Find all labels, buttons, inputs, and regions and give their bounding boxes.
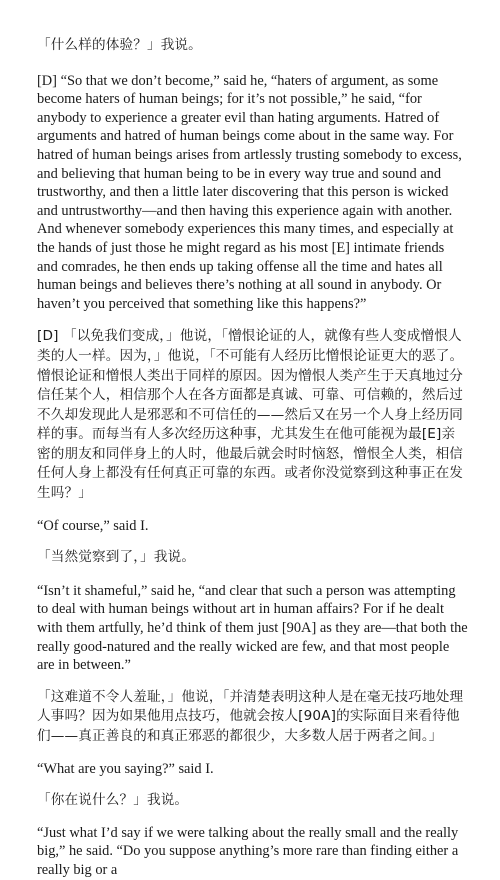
paragraph-zh: 「这难道不令人羞耻，」他说，「并清楚表明这种人是在毫无技巧地处理人事吗？因为如果他用点技巧，他就会按人[90A]的实际面目来看待他们——真正善良的和真正邪恶的都很少，大多数人居于两者之间。」: [37, 688, 464, 744]
paragraph-zh: 「你在说什么？」我说。: [37, 792, 189, 809]
paragraph-en: “Of course,” said I.: [37, 517, 149, 534]
paragraph-en: [D] “So that we don’t become,” said he, “haters of argument, as some become haters of human beings; for it’s not possible,” he said, “for anybody to experience a greater evil than hating arguments. Hatred of arguments and hatred of human beings come about in the same way. For hatred of human beings arises from artlessly trusting somebody to excess, and believing that human being to be in every way true and sound and trustworthy, and then a little later discovering that this person is wicked and untrustworthy—and then having this experience again with another. And whenever somebody experiences this many times, and especially at the hands of just those he might regard as his most [E] intimate friends and comrades, he then ends up taking offense all the time and hates all human beings and believes there’s nothing at all sound in anybody. Or haven’t you perceived that something like this happens?”: [37, 72, 462, 312]
paragraph-en: “What are you saying?” said I.: [37, 760, 214, 777]
paragraph-zh: 「什么样的体验？」我说。: [37, 37, 202, 53]
paragraph-en: “Isn’t it shameful,” said he, “and clear that such a person was attempting to deal with human beings without art in human affairs? For if he dealt with them artfully, he’d think of them just [90A] as they are—that both the really good-natured and the really wicked are few, and that most people are in between.”: [37, 582, 468, 674]
paragraph-en: “Just what I’d say if we were talking about the really small and the really big,” he said. “Do you suppose anything’s more rare than finding either a really big or a: [37, 824, 459, 878]
paragraph-zh: [D] 「以免我们变成，」他说，「憎恨论证的人，就像有些人变成憎恨人类的人一样。因为，」他说，「不可能有人经历比憎恨论证更大的恶了。憎恨论证和憎恨人类出于同样的原因。因为憎恨人类产生于天真地过分信任某个人，相信那个人在各方面都是真诚、可靠、可信赖的，然后过不久却发现此人是邪恶和不可信任的——然后又在另一个人身上经历同样的事。而每当有人多次经历这种事，尤其发生在他可能视为最[E]亲密的朋友和同伴身上的人时，他最后就会时时恼怒，憎恨全人类，相信任何人身上都没有任何真正可靠的东西。或者你没觉察到这种事正在发生吗？」: [37, 328, 464, 502]
paragraph-zh: 「当然觉察到了，」我说。: [37, 549, 196, 566]
